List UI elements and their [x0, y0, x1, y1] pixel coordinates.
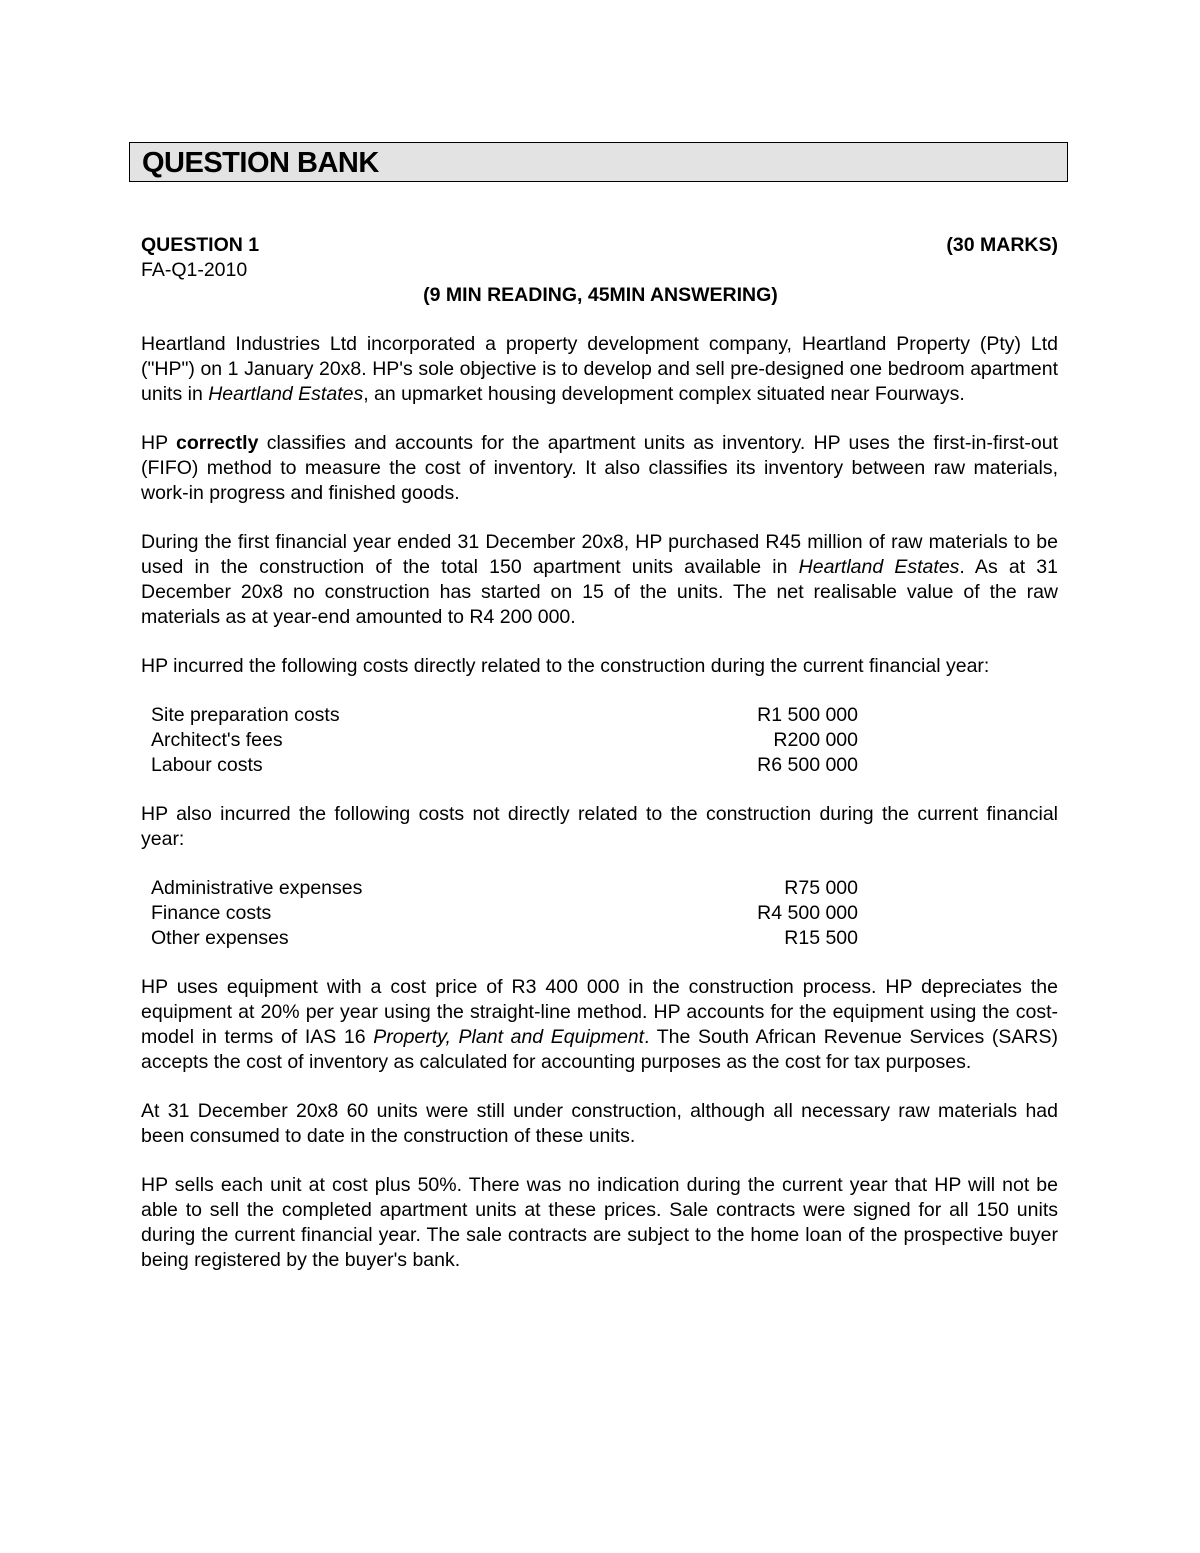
question-header — [141, 233, 1058, 258]
cost-amount: R6 500 000 — [757, 754, 858, 776]
banner-title: QUESTION BANK — [142, 147, 379, 179]
cost-amount: R4 500 000 — [757, 902, 858, 924]
cost-label: Administrative expenses — [151, 877, 363, 899]
cost-label: Finance costs — [151, 902, 272, 924]
question-code: FA-Q1-2010 — [141, 259, 248, 281]
emphasis-text: correctly — [176, 432, 259, 454]
cost-amount: R75 000 — [784, 877, 858, 899]
estate-name: Heartland Estates — [798, 556, 960, 578]
paragraph-indirect-costs-intro: HP also incurred the following costs not directly related to the construction during the current financial year: — [141, 803, 1058, 850]
paragraph-inventory — [141, 431, 1058, 506]
cost-row — [151, 926, 858, 951]
cost-row — [151, 753, 858, 778]
cost-label: Architect's fees — [151, 729, 283, 751]
paragraph-intro — [141, 332, 1058, 407]
standard-title: Property, Plant and Equipment — [373, 1026, 645, 1048]
question-content — [141, 233, 1058, 1273]
cost-row — [151, 703, 858, 728]
cost-amount: R15 500 — [784, 927, 858, 949]
paragraph-text: Heartland Industries Ltd incorporated a property development company, Heartland Property (Pty) Ltd ("HP") on 1 January 20x8. HP's sole objective is to develop and sell pre-designed one bedroom apartment units in — [141, 333, 1058, 405]
question-timing: (9 MIN READING, 45MIN ANSWERING) — [423, 284, 778, 306]
paragraph-text: HP — [141, 432, 177, 454]
cost-label: Site preparation costs — [151, 704, 340, 726]
paragraph-text: , an upmarket housing development complex situated near Fourways. — [363, 383, 965, 405]
cost-row — [151, 728, 858, 753]
cost-amount: R200 000 — [773, 729, 858, 751]
paragraph-text: . The South African Revenue Services (SARS) accepts the cost of inventory as calculated for accounting purposes as the cost for tax purposes. — [141, 1026, 1058, 1073]
paragraph-text: During the first financial year ended 31 December 20x8, HP purchased R45 million of raw materials to be used in the construction of the total 150 apartment units available in — [141, 531, 1058, 578]
cost-label: Labour costs — [151, 754, 263, 776]
direct-costs-table — [151, 703, 858, 778]
paragraph-sales: HP sells each unit at cost plus 50%. There was no indication during the current year that HP will not be able to sell the completed apartment units at these prices. Sale contracts were signed for all 150 units during the current financial year. The sale contracts are subject to the home loan of the prospective buyer being registered by the buyer's bank. — [141, 1174, 1058, 1271]
paragraph-text: HP uses equipment with a cost price of R3 400 000 in the construction process. HP depreciates the equipment at 20% per year using the straight-line method. HP accounts for the equipment using the cost-model in terms of IAS 16 — [141, 976, 1058, 1048]
cost-row — [151, 876, 858, 901]
cost-amount: R1 500 000 — [757, 704, 858, 726]
cost-label: Other expenses — [151, 927, 289, 949]
paragraph-construction-status: At 31 December 20x8 60 units were still under construction, although all necessary raw materials had been consumed to date in the construction of these units. — [141, 1100, 1058, 1147]
section-banner — [129, 142, 1068, 182]
paragraph-direct-costs-intro: HP incurred the following costs directly related to the construction during the current financial year: — [141, 655, 990, 677]
paragraph-equipment — [141, 975, 1058, 1075]
estate-name: Heartland Estates — [208, 383, 364, 405]
paragraph-text: classifies and accounts for the apartment units as inventory. HP uses the first-in-first-out (FIFO) method to measure the cost of inventory. It also classifies its inventory between raw materials, work-in progress and finished goods. — [141, 432, 1059, 504]
cost-row — [151, 901, 858, 926]
indirect-costs-table — [151, 876, 858, 951]
question-marks: (30 MARKS) — [946, 234, 1058, 256]
paragraph-raw-materials — [141, 530, 1058, 630]
paragraph-text: . As at 31 December 20x8 no construction has started on 15 of the units. The net realisable value of the raw materials as at year-end amounted to R4 200 000. — [141, 556, 1058, 628]
question-label: QUESTION 1 — [141, 234, 260, 256]
